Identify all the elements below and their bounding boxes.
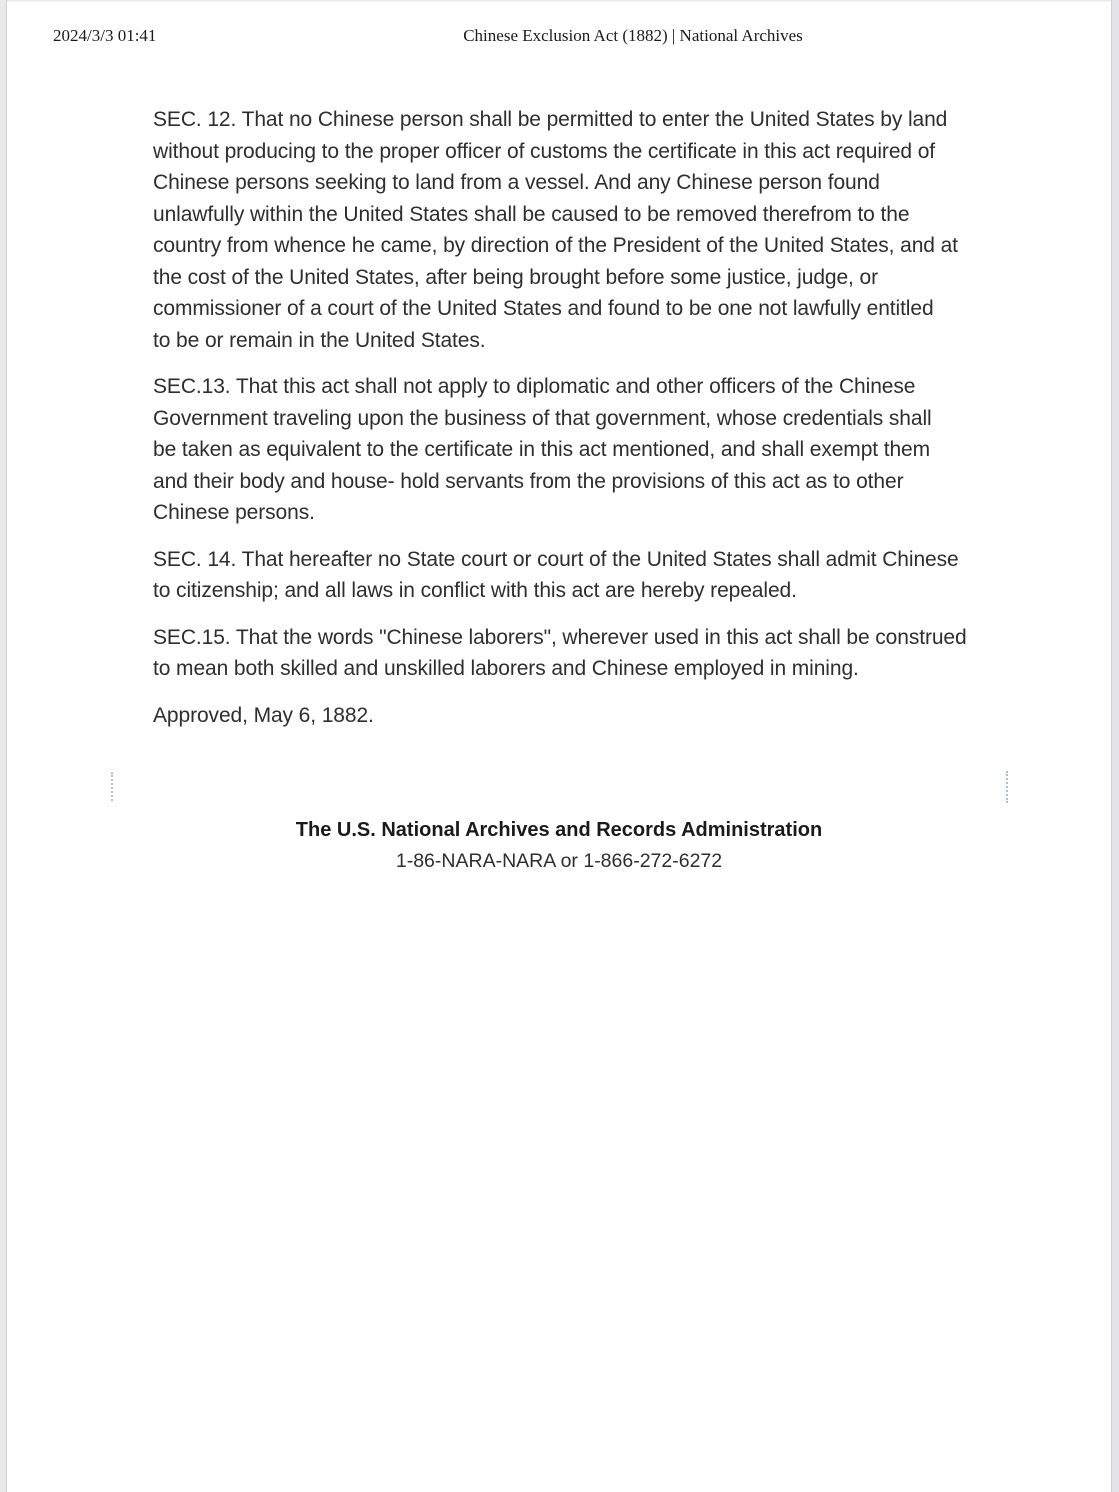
footer-phone-numbers: 1-86-NARA-NARA or 1-866-272-6272 (395, 850, 723, 872)
selection-mark-left (111, 772, 113, 801)
document-body (153, 104, 968, 746)
page-top-edge (0, 0, 1119, 2)
paragraph-approval (153, 700, 968, 732)
text-line: the cost of the United States, after being brought before some justice, judge, or (153, 265, 879, 289)
text-line: Approved, May 6, 1882. (153, 703, 374, 727)
print-timestamp: 2024/3/3 01:41 (53, 26, 157, 45)
text-line: unlawfully within the United States shall be caused to be removed therefrom to the (153, 202, 910, 226)
page-left-edge (0, 0, 7, 1492)
paragraph-sec-13 (153, 371, 968, 529)
paragraph-sec-15 (153, 622, 968, 685)
text-line: SEC.13. That this act shall not apply to diplomatic and other officers of the Chinese (153, 375, 916, 398)
text-line: SEC. 12. That no Chinese person shall be permitted to enter the United States by land (153, 108, 948, 131)
text-line: be taken as equivalent to the certificate in this act mentioned, and shall exempt them (153, 438, 931, 461)
text-line: to be or remain in the United States. (153, 328, 486, 352)
footer-org-name: The U.S. National Archives and Records Administration (295, 819, 823, 841)
page-right-edge (1111, 0, 1119, 1492)
text-line: commissioner of a court of the United States and found to be one not lawfully entitled (153, 297, 934, 320)
text-line: without producing to the proper officer of customs the certificate in this act required of (153, 139, 936, 163)
selection-mark-right (1006, 771, 1008, 803)
text-line: SEC.15. That the words "Chinese laborers", wherever used in this act shall be construed (153, 625, 967, 649)
text-line: to citizenship; and all laws in conflict with this act are hereby repealed. (153, 579, 797, 602)
text-line: to mean both skilled and unskilled laborers and Chinese employed in mining. (153, 657, 859, 680)
print-title: Chinese Exclusion Act (1882) | National Archives (463, 26, 803, 45)
text-line: Chinese persons seeking to land from a vessel. And any Chinese person found (153, 171, 880, 194)
text-line: country from whence he came, by direction of the President of the United States, and at (153, 234, 958, 257)
text-line: Government traveling upon the business of that government, whose credentials shall (153, 406, 932, 430)
paragraph-sec-12 (153, 104, 968, 356)
text-line: Chinese persons. (153, 501, 315, 524)
text-line: SEC. 14. That hereafter no State court or court of the United States shall admit Chinese (153, 547, 959, 571)
document-footer (153, 817, 965, 874)
paragraph-sec-14 (153, 544, 968, 607)
text-line: and their body and house- hold servants from the provisions of this act as to other (153, 469, 904, 493)
